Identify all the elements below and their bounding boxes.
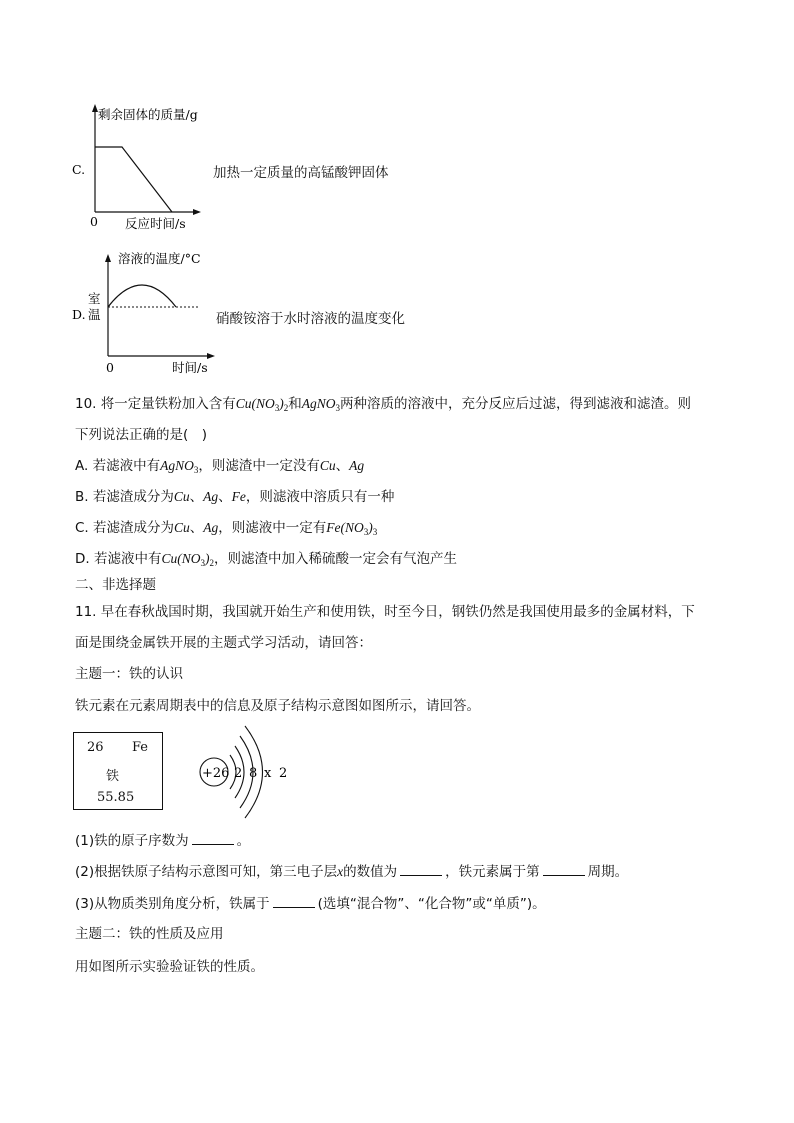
q10-stem-b: 两种溶质的溶液中，充分反应后过滤，得到滤液和滤渣。则 [340,396,692,412]
q10-option-d: D. 若滤液中有$Cu(NO_3)_2$，则滤渣中加入稀硫酸一定会有气泡产生 [75,551,457,568]
graph-c-xlabel: 反应时间/s [125,216,186,231]
graph-d-room-temp-2: 温 [88,307,101,322]
q10-cu-no3-2: $Cu(NO_3)_2$ [235,396,289,413]
graph-d-x-arrow [207,353,215,359]
graph-d-origin: 0 [106,360,114,375]
q10-option-c: C. 若滤渣成分为Cu、Ag，则滤液中一定有$Fe(NO_3)_3$ [75,520,378,537]
q11-intro: 铁元素在元素周期表中的信息及原子结构示意图如图所示，请回答。 [75,698,480,714]
graph-d-description: 硝酸铵溶于水时溶液的温度变化 [216,311,405,327]
graph-c-ylabel: 剩余固体的质量/g [98,107,198,122]
q11-experiment: 用如图所示实验验证铁的性质。 [75,959,264,975]
element-number: 26 [87,740,104,755]
graph-d-option: D. [72,307,86,322]
shell-4-electrons: 2 [279,766,288,781]
graph-c-description: 加热一定质量的高锰酸钾固体 [213,165,389,181]
graph-d-ylabel: 溶液的温度/°C [118,251,201,266]
answer-blank-2[interactable] [400,862,442,876]
graph-c-option: C. [72,162,86,177]
q11-topic1: 主题一：铁的认识 [75,666,183,682]
q10-stem-line2: 下列说法正确的是( ) [75,427,208,443]
atom-structure-diagram [190,722,310,824]
shell-3-electrons: x [264,766,272,781]
graph-c-curve [95,147,172,212]
graph-c-origin: 0 [90,214,98,229]
nucleus-charge: +26 [202,766,230,781]
q11-stem-line1: 11. 早在春秋战国时期，我国就开始生产和使用铁，时至今日，钢铁仍然是我国使用最多的金属材料，下 [75,604,695,620]
element-mass: 55.85 [97,790,135,805]
q10-and: 和 [288,396,302,412]
graph-d-y-arrow [105,254,111,262]
q11-sub2: (2)根据铁原子结构示意图可知，第三电子层x的数值为 ，铁元素属于第 周期。 [75,864,629,880]
graph-d-curve [108,285,176,307]
q11-stem-line2: 面是围绕金属铁开展的主题式学习活动，请回答： [75,635,372,651]
answer-blank-3[interactable] [543,862,585,876]
q11-sub3: (3)从物质类别角度分析，铁属于 (选填“混合物”、“化合物”或“单质”)。 [75,896,546,912]
shell-1-electrons: 2 [234,766,243,781]
q10-option-b: B. 若滤渣成分为Cu、Ag、Fe，则滤液中溶质只有一种 [75,489,395,505]
element-symbol: Fe [132,740,149,755]
answer-blank-1[interactable] [192,831,234,845]
section-heading: 二、非选择题 [75,577,156,593]
q11-sub1: (1)铁的原子序数为 。 [75,833,251,849]
graph-d-room-temp-1: 室 [88,291,101,306]
q10-stem-line1 [75,395,691,417]
element-name: 铁 [106,769,120,784]
graph-d-xlabel: 时间/s [172,360,208,375]
q11-topic2: 主题二：铁的性质及应用 [75,926,224,942]
answer-blank-4[interactable] [273,894,315,908]
shell-2-electrons: 8 [249,766,258,781]
graph-c-x-arrow [193,209,201,215]
q10-agno3: AgNO$_3$ [301,396,341,413]
q10-stem-a: 10. 将一定量铁粉加入含有 [75,396,236,412]
q10-option-a: A. 若滤液中有AgNO$_3$，则滤渣中一定没有Cu、Ag [75,458,365,475]
